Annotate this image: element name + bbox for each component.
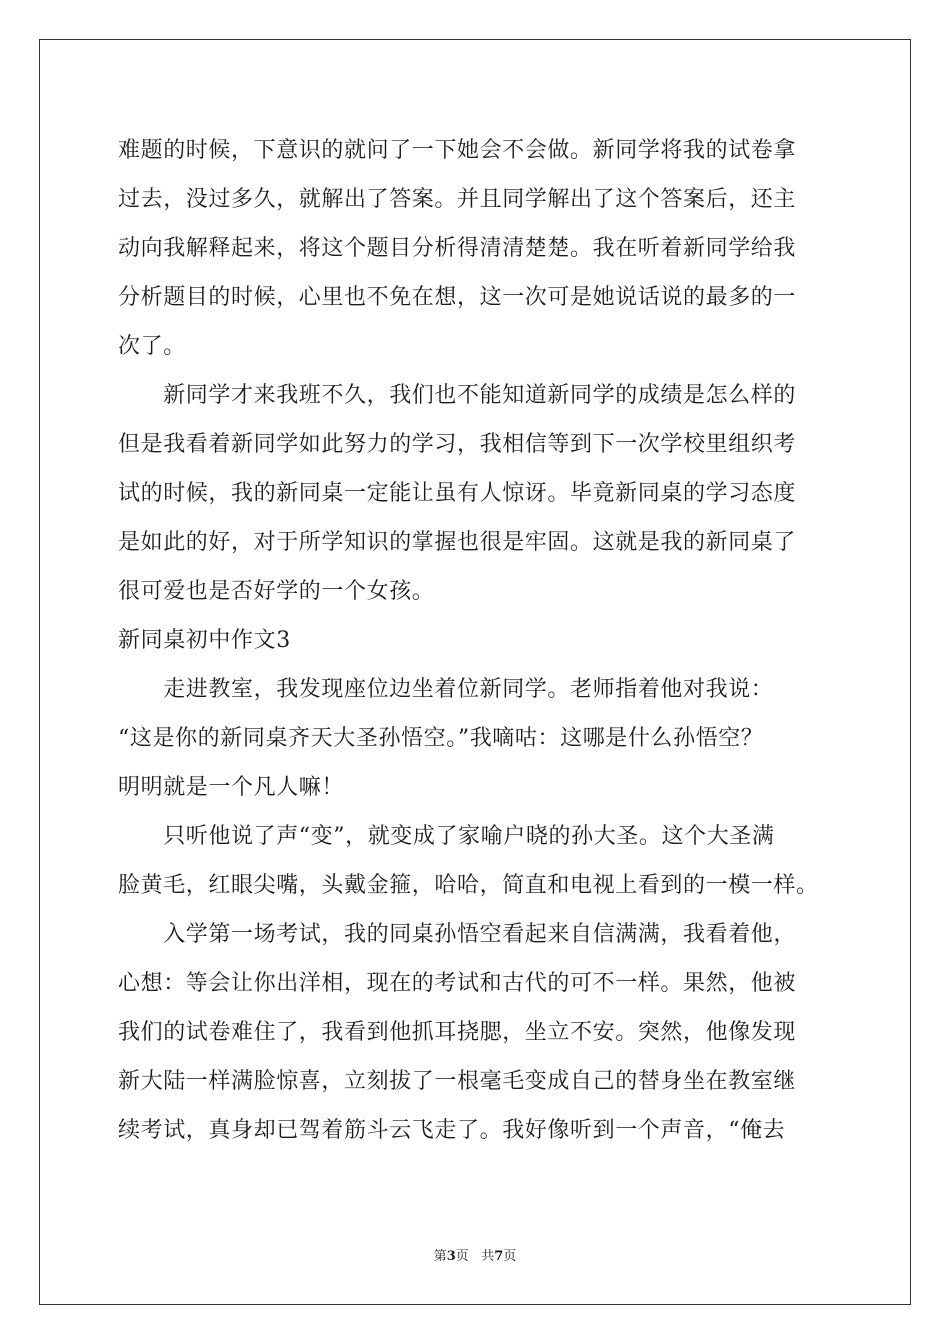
text-line: 次了。	[118, 334, 186, 359]
page-prefix: 第	[433, 1249, 447, 1264]
text-line: 入学第一场考试，我的同桌孙悟空看起来自信满满，我看着他，	[118, 922, 797, 947]
text-line: “这是你的新同桌齐天大圣孙悟空。”我嘀咕：这哪是什么孙悟空？	[118, 726, 764, 751]
total-pages: 7	[494, 1249, 504, 1264]
text-line: 脸黄毛，红眼尖嘴，头戴金箍，哈哈，简直和电视上看到的一模一样。	[118, 873, 819, 898]
text-line: 心想：等会让你出洋相，现在的考试和古代的可不一样。果然，他被	[118, 971, 797, 996]
text-line: 分析题目的时候，心里也不免在想，这一次可是她说话说的最多的一	[118, 285, 797, 310]
text-line: 但是我看着新同学如此努力的学习，我相信等到下一次学校里组织考	[118, 432, 797, 457]
section-heading: 新同桌初中作文3	[118, 628, 291, 653]
text-line: 很可爱也是否好学的一个女孩。	[118, 579, 435, 604]
text-line: 动向我解释起来，将这个题目分析得清清楚楚。我在听着新同学给我	[118, 236, 797, 261]
text-line: 过去，没过多久，就解出了答案。并且同学解出了这个答案后，还主	[118, 187, 797, 212]
text-line: 只听他说了声“变”，就变成了家喻户晓的孙大圣。这个大圣满	[118, 824, 775, 849]
page-suffix: 页	[455, 1249, 469, 1264]
text-line: 试的时候，我的新同桌一定能让虽有人惊讶。毕竟新同桌的学习态度	[118, 481, 797, 506]
page-footer	[0, 1248, 950, 1266]
total-suffix: 页	[503, 1249, 517, 1264]
page-number: 3	[446, 1249, 456, 1264]
text-line: 续考试，真身却已驾着筋斗云飞走了。我好像听到一个声音，“俺去	[118, 1118, 786, 1143]
text-line: 新大陆一样满脸惊喜，立刻拔了一根毫毛变成自己的替身坐在教室继	[118, 1069, 797, 1094]
text-line: 新同学才来我班不久，我们也不能知道新同学的成绩是怎么样的	[118, 383, 797, 408]
text-line: 走进教室，我发现座位边坐着位新同学。老师指着他对我说：	[118, 677, 774, 702]
text-line: 难题的时候，下意识的就问了一下她会不会做。新同学将我的试卷拿	[118, 138, 797, 163]
total-prefix: 共	[481, 1249, 495, 1264]
text-line: 明明就是一个凡人嘛！	[118, 775, 345, 800]
text-line: 是如此的好，对于所学知识的掌握也很是牢固。这就是我的新同桌了	[118, 530, 797, 555]
text-line: 我们的试卷难住了，我看到他抓耳挠腮，坐立不安。突然，他像发现	[118, 1020, 797, 1045]
document-body	[118, 126, 838, 1155]
